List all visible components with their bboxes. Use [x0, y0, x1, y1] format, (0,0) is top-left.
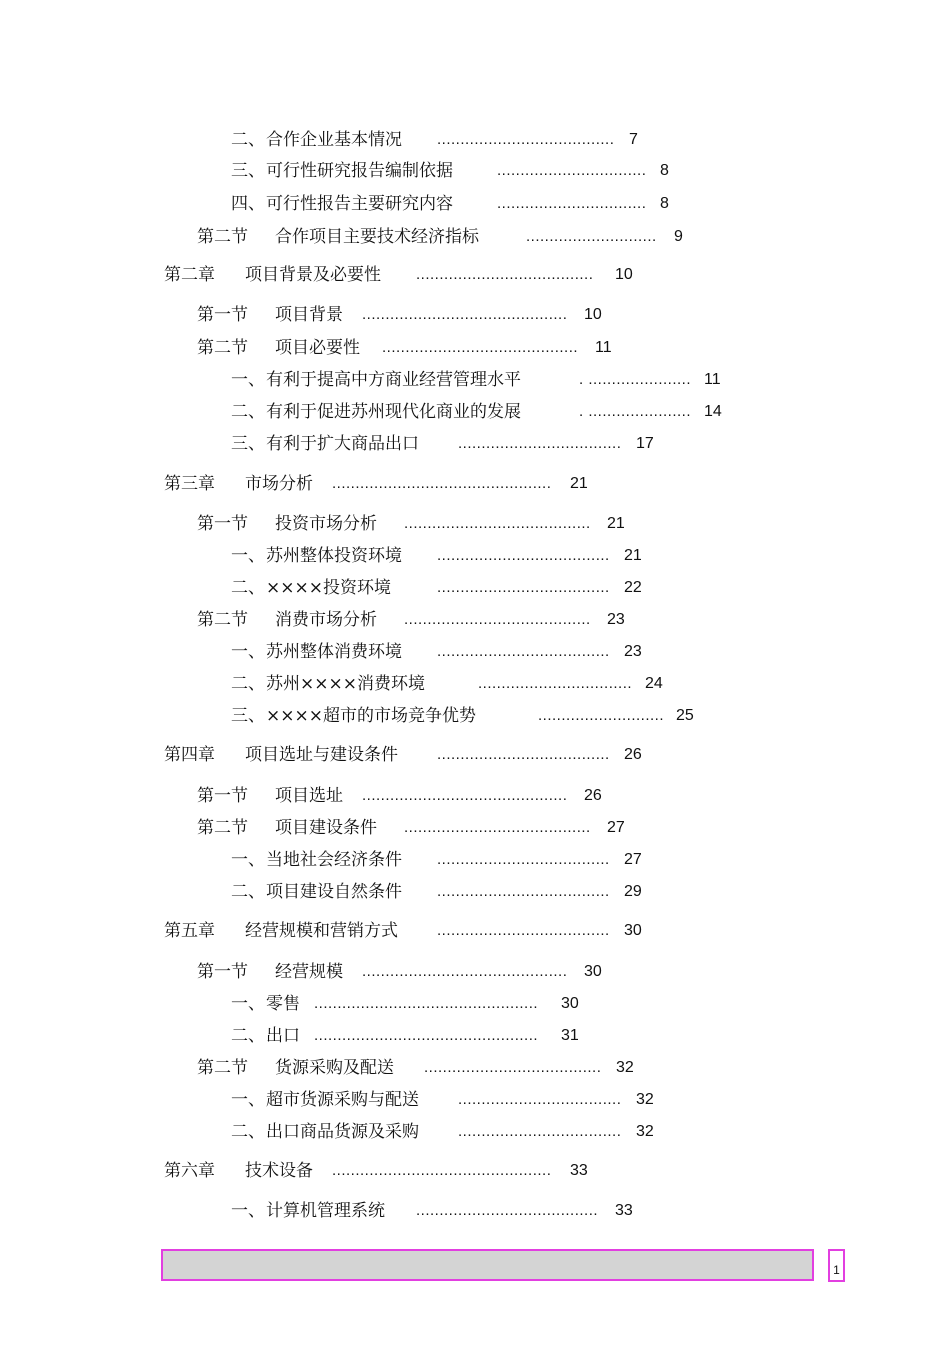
toc-entry-number: 二、	[231, 674, 265, 694]
toc-entry-title: 项目背景	[275, 305, 343, 325]
toc-entry-number: 二、	[231, 1122, 265, 1142]
toc-entry-title: 技术设备	[245, 1161, 313, 1181]
toc-entry-leader: ................................	[497, 195, 647, 212]
toc-entry-page: 27	[607, 819, 625, 836]
toc-entry[interactable]	[0, 263, 950, 287]
toc-entry-number: 第二节	[197, 610, 248, 630]
toc-entry-leader: ...............................................	[332, 1162, 552, 1179]
toc-entry-leader: .....................................	[437, 851, 610, 868]
toc-entry-number: 三、	[231, 434, 265, 454]
toc-entry-number: 第二节	[197, 1058, 248, 1078]
toc-entry-page: 30	[584, 963, 602, 980]
toc-entry-number: 第二章	[164, 265, 215, 285]
toc-entry-title: 有利于促进苏州现代化商业的发展	[266, 402, 521, 422]
toc-entry[interactable]	[0, 704, 950, 728]
toc-entry-page: 33	[615, 1202, 633, 1219]
toc-entry[interactable]	[0, 432, 950, 456]
toc-entry[interactable]	[0, 368, 950, 392]
toc-entry[interactable]	[0, 400, 950, 424]
toc-entry-number: 第一节	[197, 962, 248, 982]
toc-entry-page: 10	[584, 306, 602, 323]
toc-entry[interactable]	[0, 672, 950, 696]
toc-entry-leader: .......................................	[416, 1202, 599, 1219]
toc-entry-leader: ............................................	[362, 787, 568, 804]
toc-entry-page: 32	[636, 1123, 654, 1140]
toc-entry-leader: ........................................	[404, 611, 591, 628]
toc-entry-title: 苏州整体投资环境	[266, 546, 402, 566]
toc-entry[interactable]	[0, 512, 950, 536]
toc-entry[interactable]	[0, 960, 950, 984]
toc-entry-page: 14	[704, 403, 722, 420]
toc-entry-page: 7	[629, 131, 638, 148]
toc-entry-leader: ............................................	[362, 306, 568, 323]
toc-entry[interactable]	[0, 1024, 950, 1048]
toc-entry-leader: ........................................	[404, 515, 591, 532]
toc-entry-leader: ......................................	[416, 266, 594, 283]
toc-entry-leader: .....................................	[437, 579, 610, 596]
toc-entry-number: 二、	[231, 882, 265, 902]
toc-entry[interactable]	[0, 1159, 950, 1183]
toc-entry-page: 9	[674, 228, 683, 245]
toc-entry-page: 30	[624, 922, 642, 939]
toc-entry-number: 第二节	[197, 818, 248, 838]
toc-entry-page: 10	[615, 266, 633, 283]
toc-entry-title: 项目背景及必要性	[245, 265, 381, 285]
toc-entry[interactable]	[0, 784, 950, 808]
toc-entry-leader: ..........................................	[382, 339, 579, 356]
toc-entry-number: 二、	[231, 130, 265, 150]
toc-entry-title: 当地社会经济条件	[266, 850, 402, 870]
toc-entry-leader: ...................................	[458, 435, 622, 452]
toc-entry-page: 21	[624, 547, 642, 564]
toc-entry[interactable]	[0, 225, 950, 249]
toc-entry[interactable]	[0, 576, 950, 600]
toc-entry[interactable]	[0, 640, 950, 664]
toc-entry[interactable]	[0, 848, 950, 872]
toc-entry-number: 第二节	[197, 338, 248, 358]
toc-entry-leader: .....................................	[437, 643, 610, 660]
toc-entry-title: 投资市场分析	[275, 514, 377, 534]
toc-entry-page: 8	[660, 162, 669, 179]
toc-entry[interactable]	[0, 128, 950, 152]
toc-entry-number: 二、	[231, 402, 265, 422]
toc-entry-title: 项目选址与建设条件	[245, 745, 398, 765]
toc-entry-page: 21	[570, 475, 588, 492]
toc-entry-leader: .....................................	[437, 883, 610, 900]
toc-entry-leader: ...............................................	[332, 475, 552, 492]
toc-entry-title: 超市货源采购与配送	[266, 1090, 419, 1110]
toc-entry-title: 消费市场分析	[275, 610, 377, 630]
toc-entry-leader: ...................................	[458, 1123, 622, 1140]
toc-entry-title: 零售	[266, 994, 300, 1014]
toc-entry-number: 一、	[231, 370, 265, 390]
toc-entry-leader: .....................................	[437, 922, 610, 939]
toc-entry[interactable]	[0, 880, 950, 904]
toc-entry-number: 一、	[231, 850, 265, 870]
toc-entry-leader: .................................	[478, 675, 633, 692]
toc-entry-leader: ......................................	[437, 131, 615, 148]
toc-entry-title: 出口商品货源及采购	[266, 1122, 419, 1142]
toc-entry-number: 三、	[231, 706, 265, 726]
toc-entry-number: 第四章	[164, 745, 215, 765]
toc-entry-number: 三、	[231, 161, 265, 181]
toc-entry-page: 30	[561, 995, 579, 1012]
toc-entry-title: 合作企业基本情况	[266, 130, 402, 150]
toc-entry-page: 8	[660, 195, 669, 212]
toc-entry-number: 一、	[231, 546, 265, 566]
toc-entry-leader: . ......................	[579, 403, 692, 420]
toc-entry-leader: ................................................	[314, 995, 539, 1012]
toc-entry-page: 29	[624, 883, 642, 900]
toc-entry-title: 项目必要性	[275, 338, 360, 358]
toc-entry-title: 有利于提高中方商业经营管理水平	[266, 370, 521, 390]
toc-entry-title: 计算机管理系统	[266, 1201, 385, 1221]
toc-entry[interactable]	[0, 1088, 950, 1112]
toc-entry-leader: ......................................	[424, 1059, 602, 1076]
toc-entry-number: 第一节	[197, 514, 248, 534]
toc-entry-leader: .....................................	[437, 746, 610, 763]
toc-entry-page: 26	[624, 746, 642, 763]
toc-entry-page: 23	[624, 643, 642, 660]
toc-entry-leader: .....................................	[437, 547, 610, 564]
toc-entry-title: ××××超市的市场竞争优势	[266, 706, 476, 726]
toc-entry-number: 第六章	[164, 1161, 215, 1181]
toc-entry[interactable]	[0, 1120, 950, 1144]
toc-entry-title: 合作项目主要技术经济指标	[275, 227, 479, 247]
toc-entry[interactable]	[0, 608, 950, 632]
toc-entry[interactable]	[0, 816, 950, 840]
toc-entry-leader: ............................................	[362, 963, 568, 980]
toc-entry-page: 33	[570, 1162, 588, 1179]
toc-entry-page: 32	[636, 1091, 654, 1108]
toc-entry[interactable]	[0, 192, 950, 216]
toc-entry-number: 一、	[231, 1201, 265, 1221]
toc-entry-title: 苏州××××消费环境	[266, 674, 425, 694]
toc-entry-page: 26	[584, 787, 602, 804]
toc-entry-leader: ...........................	[538, 707, 665, 724]
toc-entry-page: 21	[607, 515, 625, 532]
toc-entry-number: 一、	[231, 642, 265, 662]
toc-entry-number: 四、	[231, 194, 265, 214]
toc-entry-number: 第五章	[164, 921, 215, 941]
toc-entry-leader: ............................	[526, 228, 657, 245]
toc-entry[interactable]	[0, 1056, 950, 1080]
toc-entry-number: 第一节	[197, 305, 248, 325]
toc-entry[interactable]	[0, 544, 950, 568]
toc-entry-number: 二、	[231, 1026, 265, 1046]
toc-entry[interactable]	[0, 159, 950, 183]
toc-entry-leader: ................................	[497, 162, 647, 179]
toc-entry-title: 项目选址	[275, 786, 343, 806]
toc-entry-title: ××××投资环境	[266, 578, 391, 598]
toc-entry-title: 项目建设条件	[275, 818, 377, 838]
toc-entry-leader: ........................................	[404, 819, 591, 836]
toc-entry[interactable]	[0, 1199, 950, 1223]
toc-entry-page: 11	[704, 371, 721, 388]
toc-entry-number: 第一节	[197, 786, 248, 806]
toc-entry-number: 第二节	[197, 227, 248, 247]
toc-entry-page: 23	[607, 611, 625, 628]
toc-entry-leader: . ......................	[579, 371, 692, 388]
toc-entry-title: 经营规模和营销方式	[245, 921, 398, 941]
toc-entry-number: 二、	[231, 578, 265, 598]
toc-entry-number: 第三章	[164, 474, 215, 494]
toc-entry-page: 11	[595, 339, 612, 356]
toc-entry-title: 苏州整体消费环境	[266, 642, 402, 662]
toc-entry-page: 17	[636, 435, 654, 452]
toc-entry[interactable]	[0, 743, 950, 767]
footer-page-number: 1	[828, 1249, 845, 1282]
toc-entry-page: 32	[616, 1059, 634, 1076]
toc-entry[interactable]	[0, 992, 950, 1016]
toc-entry-title: 货源采购及配送	[275, 1058, 394, 1078]
toc-entry-title: 有利于扩大商品出口	[266, 434, 419, 454]
toc-entry-page: 27	[624, 851, 642, 868]
toc-entry-page: 24	[645, 675, 663, 692]
toc-entry[interactable]	[0, 472, 950, 496]
toc-entry-page: 25	[676, 707, 694, 724]
toc-entry[interactable]	[0, 336, 950, 360]
toc-entry[interactable]	[0, 919, 950, 943]
toc-entry-page: 22	[624, 579, 642, 596]
toc-entry-page: 31	[561, 1027, 579, 1044]
toc-entry-title: 出口	[266, 1026, 300, 1046]
toc-entry-leader: ...................................	[458, 1091, 622, 1108]
toc-entry-number: 一、	[231, 994, 265, 1014]
toc-entry-title: 可行性报告主要研究内容	[266, 194, 453, 214]
toc-entry-title: 市场分析	[245, 474, 313, 494]
toc-entry-number: 一、	[231, 1090, 265, 1110]
toc-entry-title: 经营规模	[275, 962, 343, 982]
toc-entry-title: 项目建设自然条件	[266, 882, 402, 902]
toc-entry-title: 可行性研究报告编制依据	[266, 161, 453, 181]
footer-bar	[161, 1249, 814, 1281]
toc-entry[interactable]	[0, 303, 950, 327]
toc-entry-leader: ................................................	[314, 1027, 539, 1044]
